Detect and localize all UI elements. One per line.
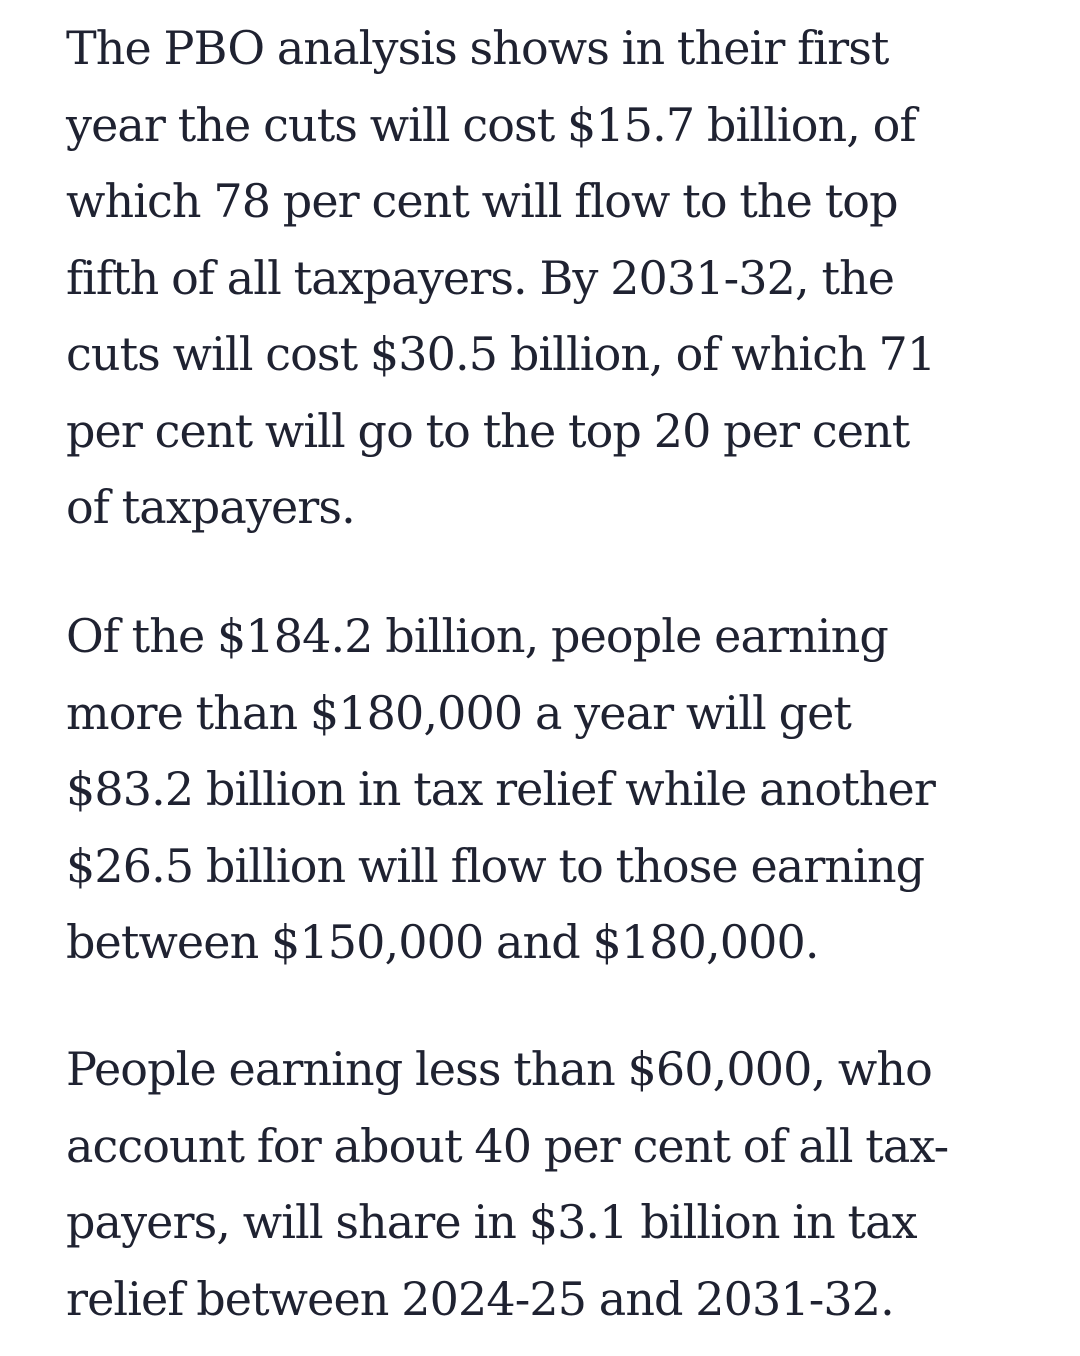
text-line: account for about 40 per cent of all tax- [66,1118,949,1173]
text-line: relief between 2024-25 and 2031-32. [66,1271,894,1326]
text-line: year the cuts will cost $15.7 billion, of [66,97,916,152]
text-line: more than $180,000 a year will get [66,685,852,740]
text-line: which 78 per cent will flow to the top [66,174,898,228]
text-line: of taxpayers. [66,480,355,534]
text-line: cuts will cost $30.5 billion, of which 71 [66,327,936,381]
text-line: The PBO analysis shows in their first [66,21,889,75]
text-line: $83.2 billion in tax relief while another [66,762,935,816]
text-line: per cent will go to the top 20 per cent [66,403,910,458]
text-line: payers, will share in $3.1 billion in tax [66,1195,917,1249]
text-line: between $150,000 and $180,000. [66,915,819,969]
text-line: $26.5 billion will flow to those earning [66,838,925,893]
article-paragraph [66,598,1026,981]
text-line: fifth of all taxpayers. By 2031-32, the [66,250,895,305]
text-line: Of the $184.2 billion, people earning [66,609,888,663]
text-line: People earning less than $60,000, who [66,1042,932,1096]
article-paragraph [66,10,1026,546]
article-paragraph [66,1031,1026,1337]
